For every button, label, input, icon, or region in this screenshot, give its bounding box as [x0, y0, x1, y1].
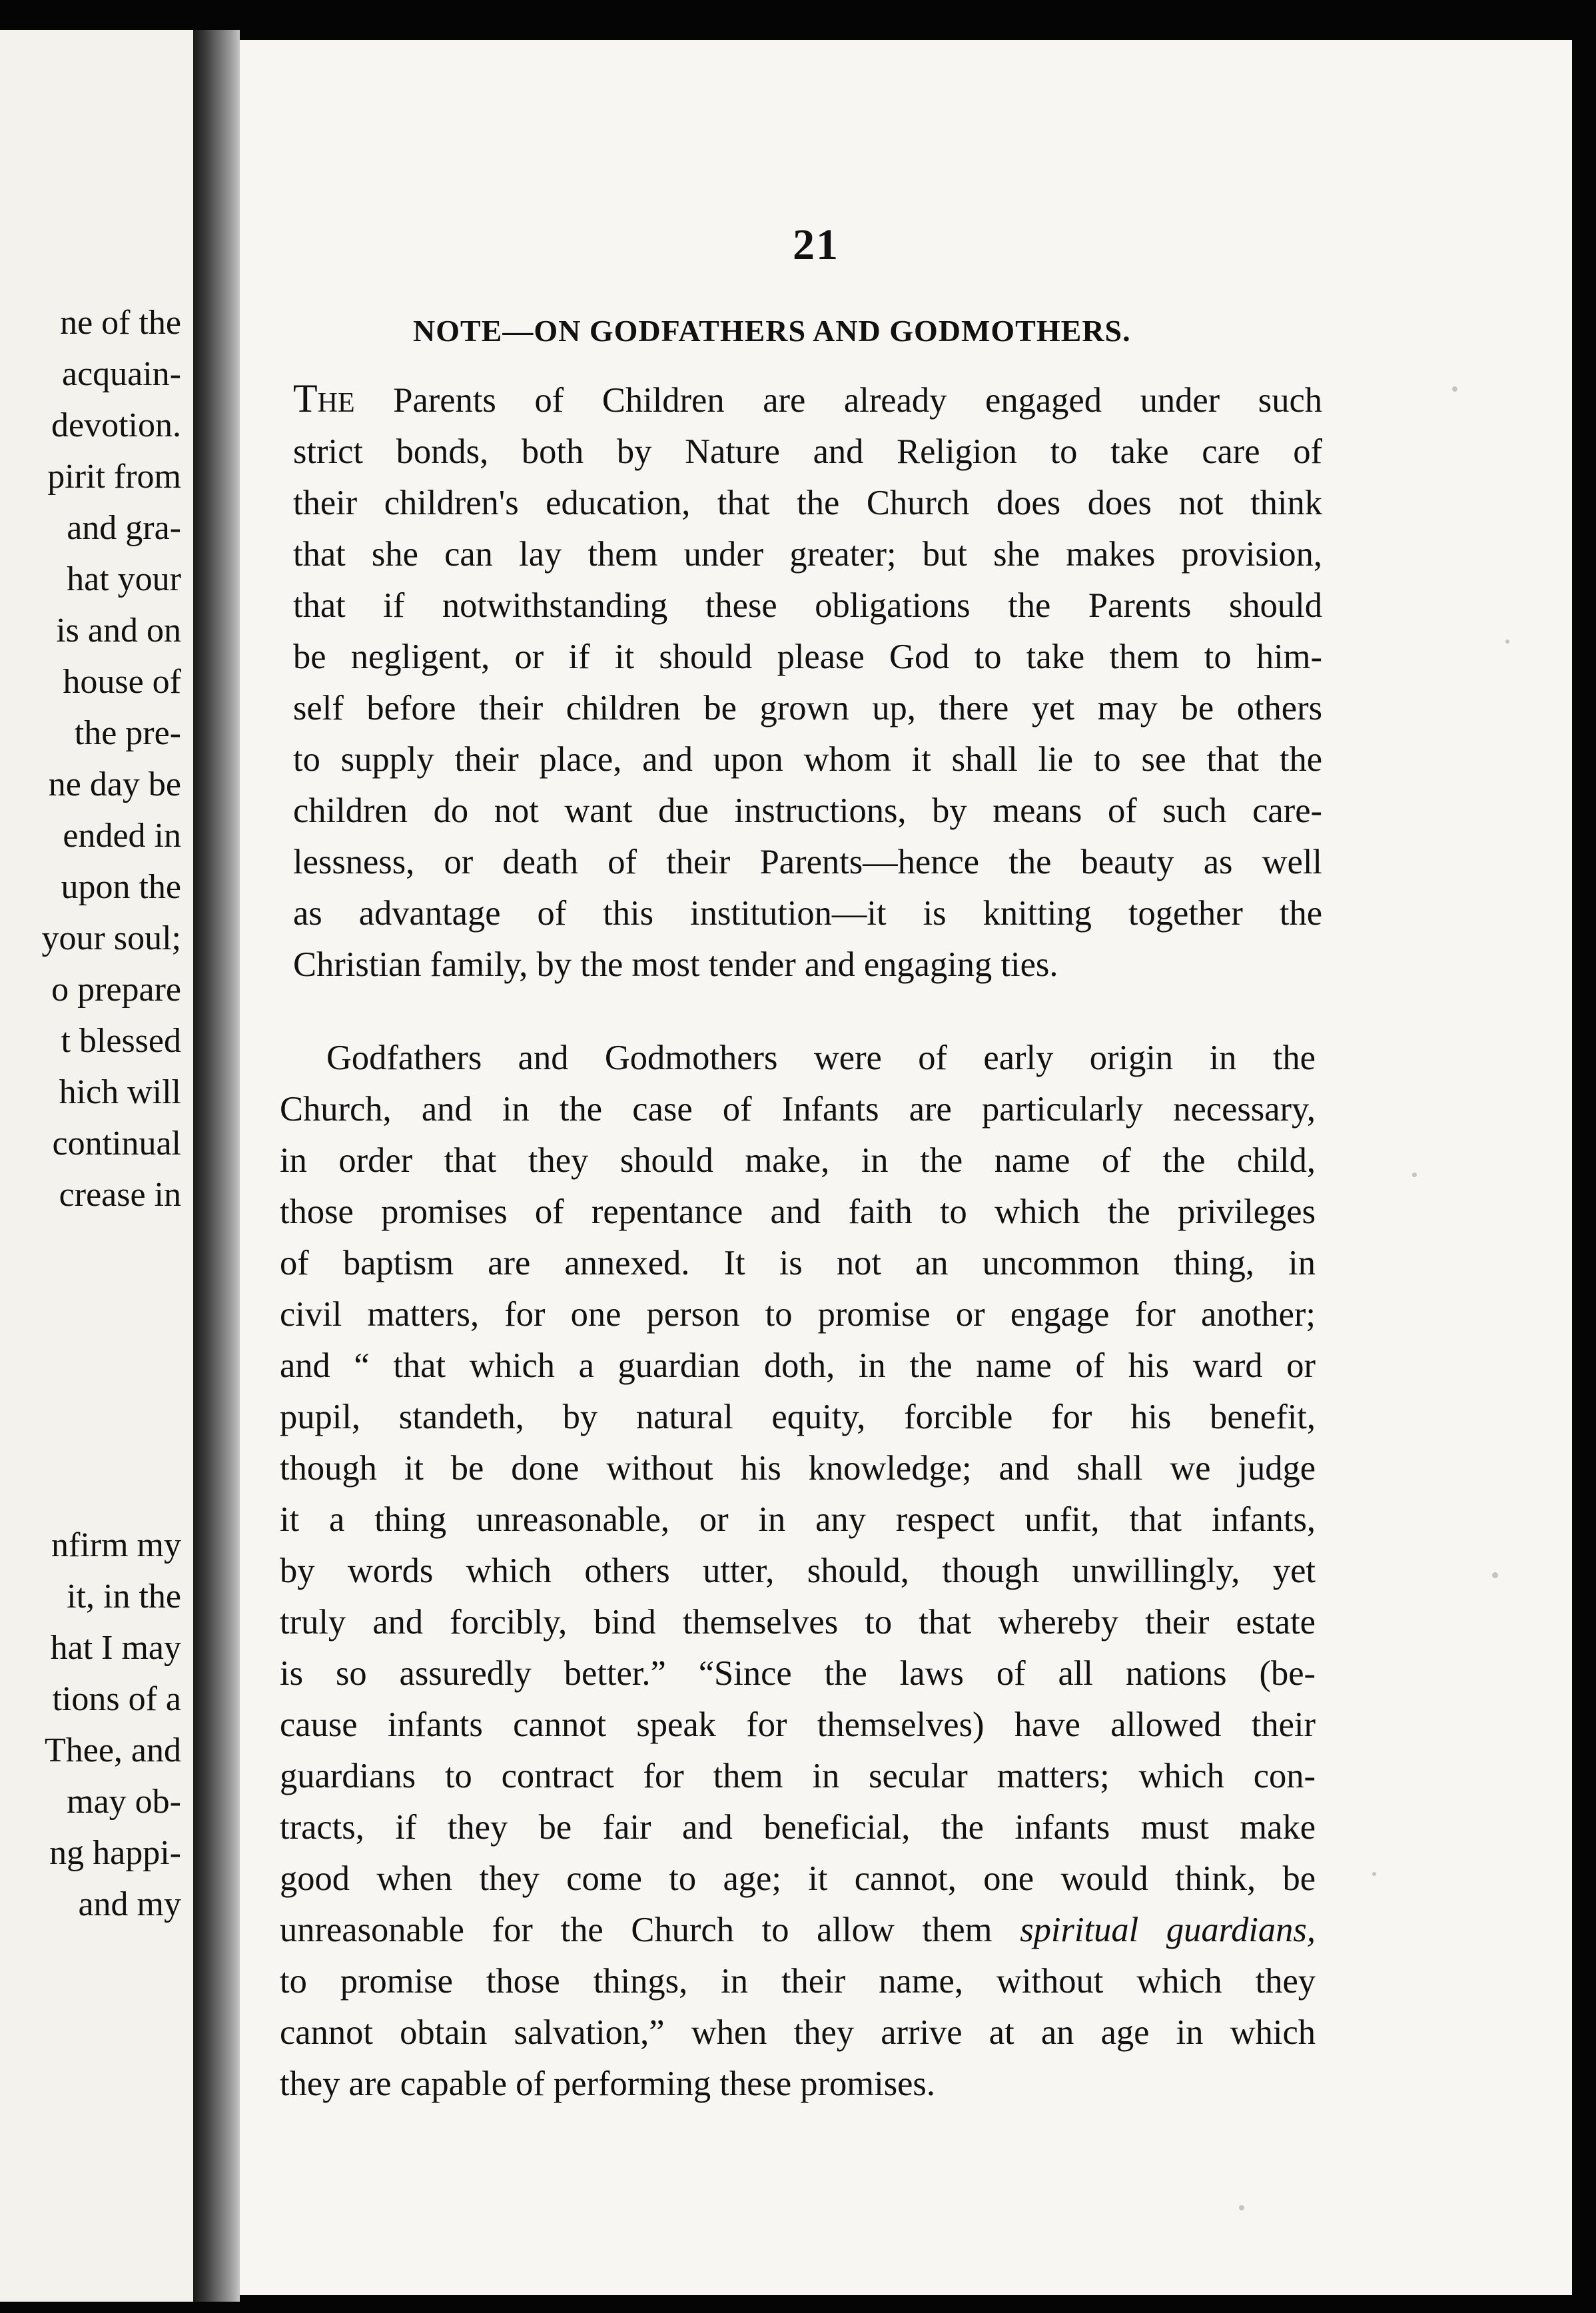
italic-phrase: spiritual guardians,	[1020, 1911, 1316, 1949]
facing-line: pirit from	[47, 458, 181, 496]
facing-line: ended in	[63, 817, 181, 855]
facing-line: the pre-	[74, 714, 181, 752]
facing-page-text	[0, 30, 181, 2295]
text-line: children do not want due instructions, by means of such care-	[293, 791, 1322, 830]
text-line: strict bonds, both by Nature and Religion to take care of	[293, 432, 1322, 471]
facing-line: upon the	[61, 868, 181, 906]
facing-line: continual	[52, 1125, 181, 1162]
text-line: good when they come to age; it cannot, one would think, be	[280, 1859, 1316, 1898]
text-line: cause infants cannot speak for themselves) have allowed their	[280, 1705, 1316, 1744]
facing-line: may ob-	[67, 1783, 181, 1821]
text-line: cannot obtain salvation,” when they arrive at an age in which	[280, 2013, 1316, 2052]
facing-line: acquain-	[61, 355, 181, 393]
text-line: and “ that which a guardian doth, in the name of his ward or	[280, 1346, 1316, 1385]
text-line: The Parents of Children are already engaged under such	[293, 376, 1322, 420]
paper-speck	[1239, 2205, 1244, 2210]
text-line: tracts, if they be fair and beneficial, the infants must make	[280, 1808, 1316, 1847]
paper-speck	[1492, 1572, 1498, 1578]
text-line: that she can lay them under greater; but she makes provision,	[293, 535, 1322, 574]
facing-line: your soul;	[41, 919, 181, 957]
facing-line: Thee, and	[44, 1731, 181, 1769]
text-line: they are capable of performing these promises.	[280, 2065, 935, 2103]
text-line: self before their children be grown up, there yet may be others	[293, 689, 1322, 727]
facing-line: ne day be	[48, 765, 181, 803]
page-number: 21	[793, 221, 839, 269]
text-line: of baptism are annexed. It is not an uncommon thing, in	[280, 1244, 1316, 1282]
facing-line: tions of a	[52, 1680, 181, 1718]
text-line: guardians to contract for them in secular matters; which con-	[280, 1757, 1316, 1795]
text-line: Christian family, by the most tender and engaging ties.	[293, 945, 1058, 984]
text-line: though it be done without his knowledge; and shall we judge	[280, 1449, 1316, 1488]
facing-line: house of	[63, 663, 181, 701]
text-line: unreasonable for the Church to allow them spiritual guardians,	[280, 1911, 1316, 1949]
facing-line: hich will	[59, 1073, 181, 1111]
text-line: to promise those things, in their name, without which they	[280, 1962, 1316, 2001]
facing-line: o prepare	[51, 971, 181, 1009]
text-line: as advantage of this institution—it is knitting together the	[293, 894, 1322, 933]
facing-line: and gra-	[67, 509, 181, 547]
text-line: it a thing unreasonable, or in any respect unfit, that infants,	[280, 1500, 1316, 1539]
note-title: NOTE—ON GODFATHERS AND GODMOTHERS.	[413, 314, 1131, 348]
text-line: in order that they should make, in the name of the child,	[280, 1141, 1316, 1180]
facing-line: is and on	[56, 612, 181, 650]
facing-page	[0, 30, 193, 2302]
lead-word: The	[293, 376, 355, 420]
facing-line: nfirm my	[51, 1526, 181, 1564]
paper-speck	[1505, 640, 1509, 644]
text-line: Godfathers and Godmothers were of early origin in the	[326, 1039, 1316, 1077]
book-binding-gutter	[193, 30, 240, 2302]
text-line: pupil, standeth, by natural equity, forcible for his benefit,	[280, 1398, 1316, 1436]
facing-line: and my	[78, 1885, 181, 1923]
text-line: their children's education, that the Church does does not think	[293, 484, 1322, 522]
facing-line: ne of the	[60, 304, 181, 342]
paper-speck	[1452, 386, 1457, 392]
text-line: that if notwithstanding these obligations the Parents should	[293, 586, 1322, 625]
facing-line: ng happi-	[49, 1834, 181, 1872]
facing-line: devotion.	[51, 406, 181, 444]
text-line: lessness, or death of their Parents—hence the beauty as well	[293, 843, 1322, 881]
text-line: Church, and in the case of Infants are particularly necessary,	[280, 1090, 1316, 1129]
facing-line: crease in	[59, 1176, 181, 1214]
text-line: those promises of repentance and faith to which the privileges	[280, 1192, 1316, 1231]
facing-line: hat your	[67, 560, 181, 598]
text-line: truly and forcibly, bind themselves to that whereby their estate	[280, 1603, 1316, 1641]
facing-line: t blessed	[61, 1022, 181, 1060]
paragraph	[293, 373, 1322, 991]
text-line: by words which others utter, should, though unwillingly, yet	[280, 1552, 1316, 1590]
text-line: is so assuredly better.” “Since the laws of all nations (be-	[280, 1654, 1316, 1693]
text-line: be negligent, or if it should please God to take them to him-	[293, 638, 1322, 676]
paragraph	[280, 1033, 1316, 2110]
paper-speck	[1372, 1872, 1376, 1876]
facing-line: hat I may	[50, 1629, 181, 1667]
text-line: civil matters, for one person to promise or engage for another;	[280, 1295, 1316, 1334]
paper-speck	[1412, 1172, 1417, 1177]
text-line: to supply their place, and upon whom it shall lie to see that the	[293, 740, 1322, 779]
facing-line: it, in the	[67, 1578, 181, 1616]
